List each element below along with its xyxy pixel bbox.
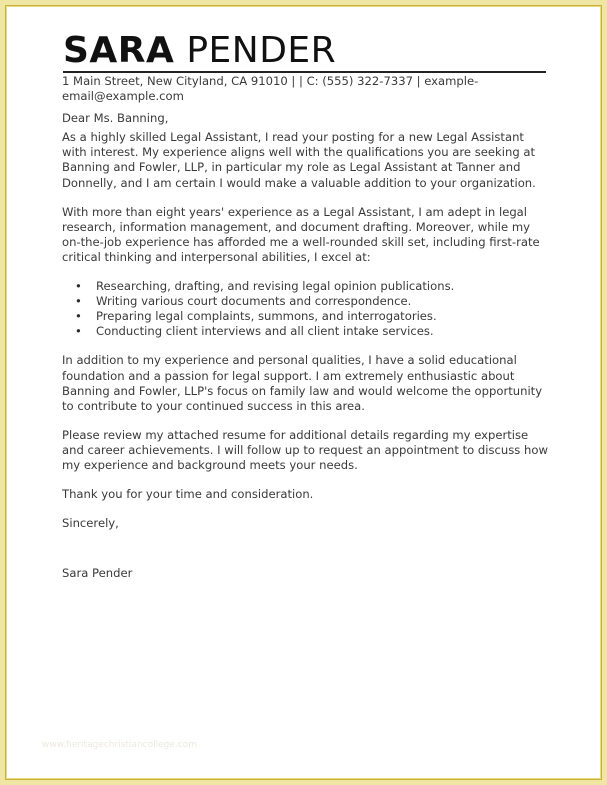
contact-info: 1 Main Street, New Cityland, CA 91010 | | C: (555) 322-7337 | example-email@example.com — [62, 74, 479, 104]
list-item-text: Conducting client interviews and all client intake services. — [96, 324, 434, 339]
paragraph-followup: Please review my attached resume for additional details regarding my expertise and career achievements. I will follow up to request an appointment to discuss how my experience and background meets your needs. — [62, 427, 548, 472]
bullet-icon: • — [75, 324, 82, 339]
salutation: Dear Ms. Banning, — [62, 111, 169, 126]
watermark: www.heritagechristiancollege.com — [42, 740, 197, 750]
bullet-icon: • — [75, 294, 82, 309]
thanks-line: Thank you for your time and consideration. — [62, 487, 314, 502]
bullet-icon: • — [75, 309, 82, 324]
skills-list — [62, 279, 552, 339]
letter-body — [62, 74, 552, 581]
list-item — [62, 279, 552, 294]
list-item-text: Researching, drafting, and revising legal opinion publications. — [96, 279, 455, 294]
list-item — [62, 294, 552, 309]
letter-page — [5, 5, 602, 780]
list-item-text: Writing various court documents and correspondence. — [96, 294, 412, 309]
paragraph-intro: As a highly skilled Legal Assistant, I read your posting for a new Legal Assistant with interest. My experience aligns well with the qualifications you are seeking at Banning and Fowler, LLP, in particular my role as Legal Assistant at Tanner and Donnelly, and I am certain I would make a valuable addition to your organization. — [62, 130, 536, 190]
list-item — [62, 324, 552, 339]
closing-line: Sincerely, — [62, 516, 119, 531]
bullet-icon: • — [75, 279, 82, 294]
paragraph-experience: With more than eight years' experience as a Legal Assistant, I am adept in legal research, information management, and document drafting. Moreover, while my on-the-job experience has afforded me a well-rounded skill set, including first-rate critical thinking and interpersonal abilities, I excel at: — [62, 204, 540, 264]
paragraph-education: In addition to my experience and personal qualities, I have a solid educational foundation and a passion for legal support. I am extremely enthusiastic about Banning and Fowler, LLP's focus on family law and would welcome the opportunity to contribute to your continued success in this area. — [62, 353, 543, 413]
last-name: PENDER — [186, 30, 337, 71]
signature: Sara Pender — [62, 566, 133, 581]
header-divider — [63, 71, 546, 73]
applicant-name — [63, 29, 336, 73]
first-name: SARA — [63, 30, 175, 71]
list-item-text: Preparing legal complaints, summons, and interrogatories. — [96, 309, 437, 324]
list-item — [62, 309, 552, 324]
